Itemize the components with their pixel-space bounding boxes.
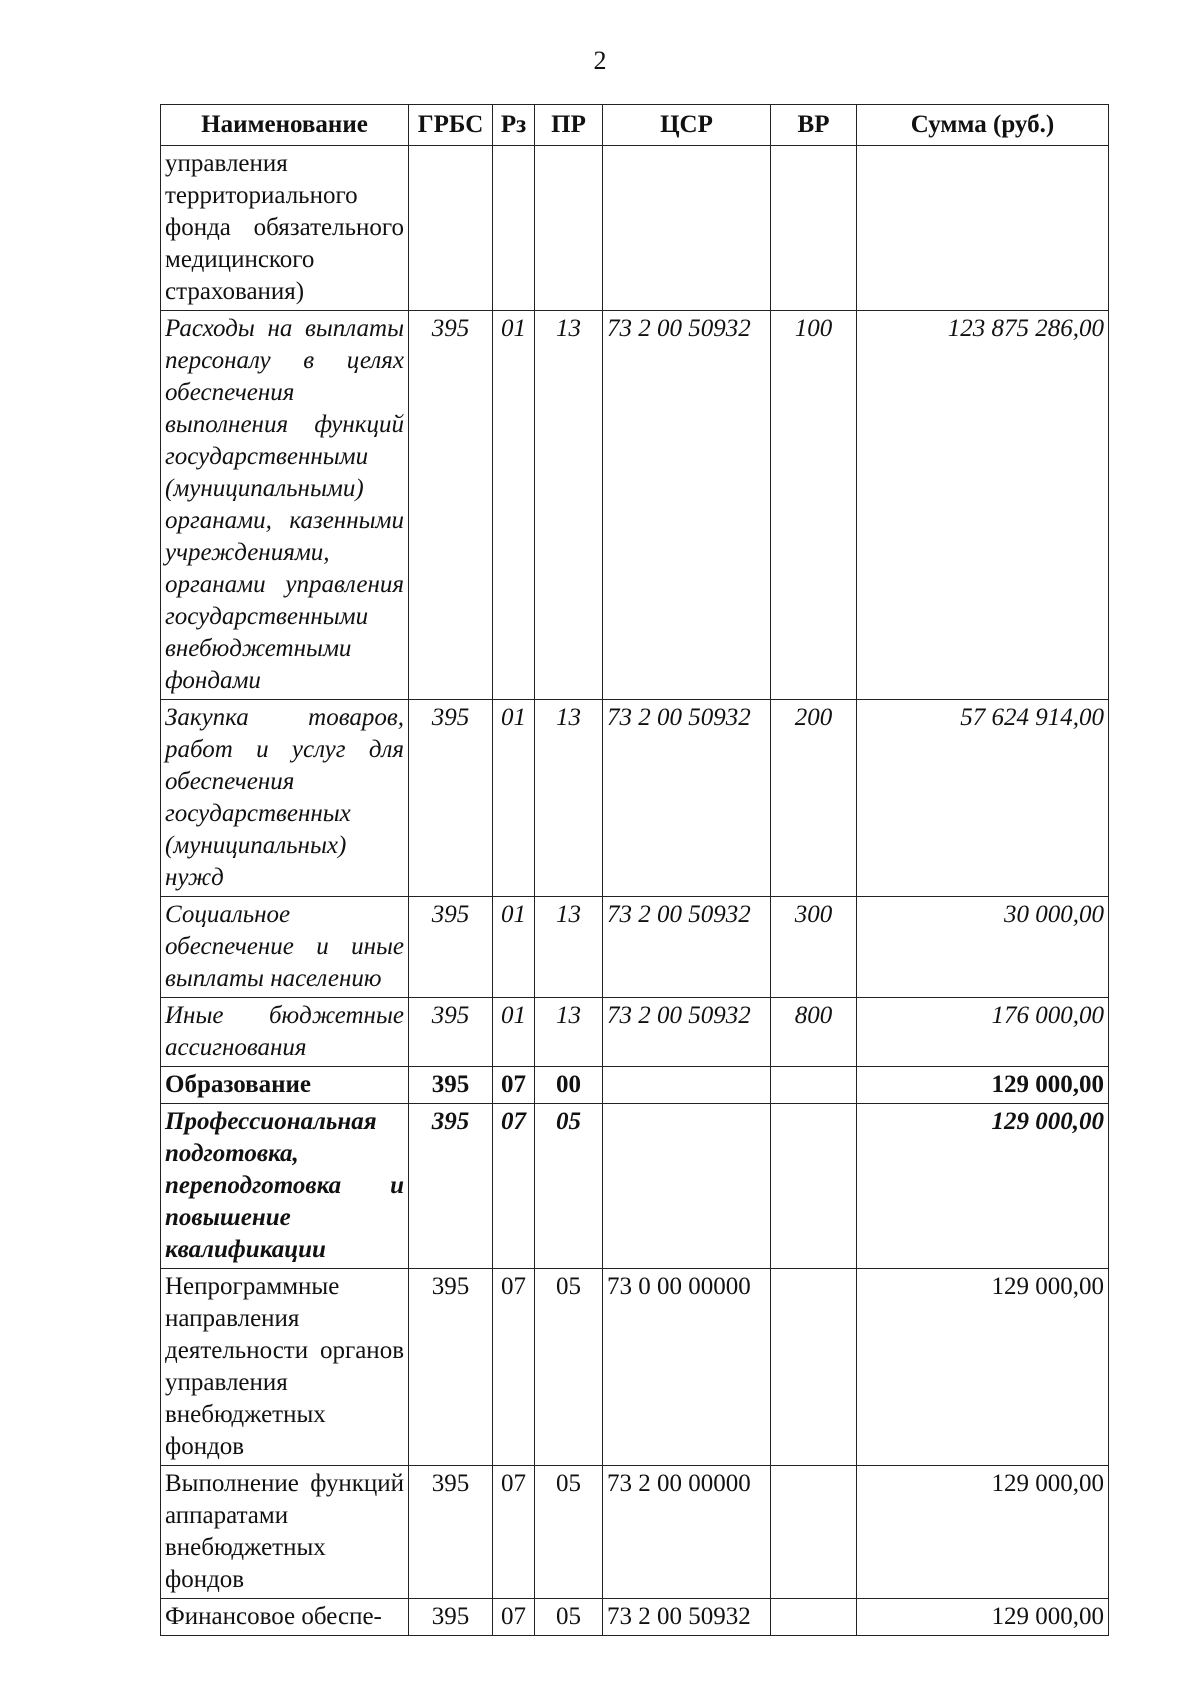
cell-csr: 73 2 00 50932 (603, 700, 771, 897)
cell-grbs: 395 (409, 998, 493, 1067)
cell-name: Закупка товаров, работ и услуг для обеспечения государственных (муниципальных) нужд (161, 700, 409, 897)
cell-pr (535, 146, 603, 311)
header-grbs: ГРБС (409, 105, 493, 146)
cell-csr: 73 2 00 00000 (603, 1466, 771, 1599)
cell-grbs: 395 (409, 1269, 493, 1466)
cell-vr (771, 1599, 857, 1636)
budget-table (160, 104, 1109, 1636)
table-row (161, 700, 1109, 897)
cell-name: управления территориального фонда обязательного медицинского страхования) (161, 146, 409, 311)
cell-vr: 200 (771, 700, 857, 897)
cell-rz: 01 (493, 311, 535, 700)
table-row (161, 1599, 1109, 1636)
cell-sum: 123 875 286,00 (857, 311, 1109, 700)
cell-csr: 73 2 00 50932 (603, 897, 771, 998)
cell-pr: 05 (535, 1104, 603, 1269)
cell-vr (771, 1104, 857, 1269)
cell-vr (771, 146, 857, 311)
cell-grbs: 395 (409, 1599, 493, 1636)
cell-vr (771, 1269, 857, 1466)
cell-pr: 05 (535, 1269, 603, 1466)
cell-rz: 01 (493, 897, 535, 998)
header-vr: ВР (771, 105, 857, 146)
cell-name: Образование (161, 1067, 409, 1104)
cell-sum: 129 000,00 (857, 1269, 1109, 1466)
cell-rz: 07 (493, 1104, 535, 1269)
cell-pr: 13 (535, 998, 603, 1067)
cell-csr (603, 1104, 771, 1269)
cell-csr: 73 2 00 50932 (603, 1599, 771, 1636)
cell-sum: 129 000,00 (857, 1067, 1109, 1104)
cell-sum: 129 000,00 (857, 1104, 1109, 1269)
cell-rz: 07 (493, 1466, 535, 1599)
cell-name: Иные бюджетные ассигнования (161, 998, 409, 1067)
cell-pr: 00 (535, 1067, 603, 1104)
cell-name: Расходы на выплаты персоналу в целях обеспечения выполнения функций государственными (муниципальными) органами, казенными учреждениями, органами управления государственными внебюджетными фондами (161, 311, 409, 700)
table-body (161, 146, 1109, 1636)
table-row (161, 998, 1109, 1067)
cell-name: Непрограммные направления деятельности органов управления внебюджетных фондов (161, 1269, 409, 1466)
cell-rz: 07 (493, 1067, 535, 1104)
cell-grbs (409, 146, 493, 311)
cell-vr (771, 1466, 857, 1599)
table-row (161, 1104, 1109, 1269)
cell-grbs: 395 (409, 311, 493, 700)
cell-csr (603, 1067, 771, 1104)
cell-rz: 07 (493, 1269, 535, 1466)
table-row (161, 1466, 1109, 1599)
cell-rz: 07 (493, 1599, 535, 1636)
cell-vr: 300 (771, 897, 857, 998)
page-number: 2 (593, 46, 607, 75)
cell-pr: 13 (535, 311, 603, 700)
cell-vr (771, 1067, 857, 1104)
cell-grbs: 395 (409, 1104, 493, 1269)
cell-rz: 01 (493, 700, 535, 897)
header-csr: ЦСР (603, 105, 771, 146)
cell-grbs: 395 (409, 1067, 493, 1104)
cell-pr: 05 (535, 1599, 603, 1636)
cell-name: Выполнение функций аппаратами внебюджетных фондов (161, 1466, 409, 1599)
cell-rz (493, 146, 535, 311)
cell-name: Социальное обеспечение и иные выплаты населению (161, 897, 409, 998)
cell-sum: 57 624 914,00 (857, 700, 1109, 897)
header-sum: Сумма (руб.) (857, 105, 1109, 146)
cell-csr: 73 2 00 50932 (603, 311, 771, 700)
cell-sum: 129 000,00 (857, 1599, 1109, 1636)
header-pr: ПР (535, 105, 603, 146)
cell-csr (603, 146, 771, 311)
cell-grbs: 395 (409, 1466, 493, 1599)
table-row (161, 1269, 1109, 1466)
cell-sum (857, 146, 1109, 311)
table-header-row (161, 105, 1109, 146)
cell-grbs: 395 (409, 897, 493, 998)
cell-sum: 30 000,00 (857, 897, 1109, 998)
cell-vr: 100 (771, 311, 857, 700)
table-row (161, 146, 1109, 311)
cell-sum: 176 000,00 (857, 998, 1109, 1067)
cell-csr: 73 0 00 00000 (603, 1269, 771, 1466)
cell-pr: 13 (535, 897, 603, 998)
cell-sum: 129 000,00 (857, 1466, 1109, 1599)
table-row (161, 897, 1109, 998)
header-name: Наименование (161, 105, 409, 146)
header-rz: Рз (493, 105, 535, 146)
cell-rz: 01 (493, 998, 535, 1067)
cell-csr: 73 2 00 50932 (603, 998, 771, 1067)
cell-pr: 13 (535, 700, 603, 897)
cell-grbs: 395 (409, 700, 493, 897)
cell-name: Финансовое обеспе- (161, 1599, 409, 1636)
table-row (161, 1067, 1109, 1104)
cell-pr: 05 (535, 1466, 603, 1599)
cell-name: Профессиональная подготовка, переподготовка и повышение квалификации (161, 1104, 409, 1269)
table-row (161, 311, 1109, 700)
cell-vr: 800 (771, 998, 857, 1067)
